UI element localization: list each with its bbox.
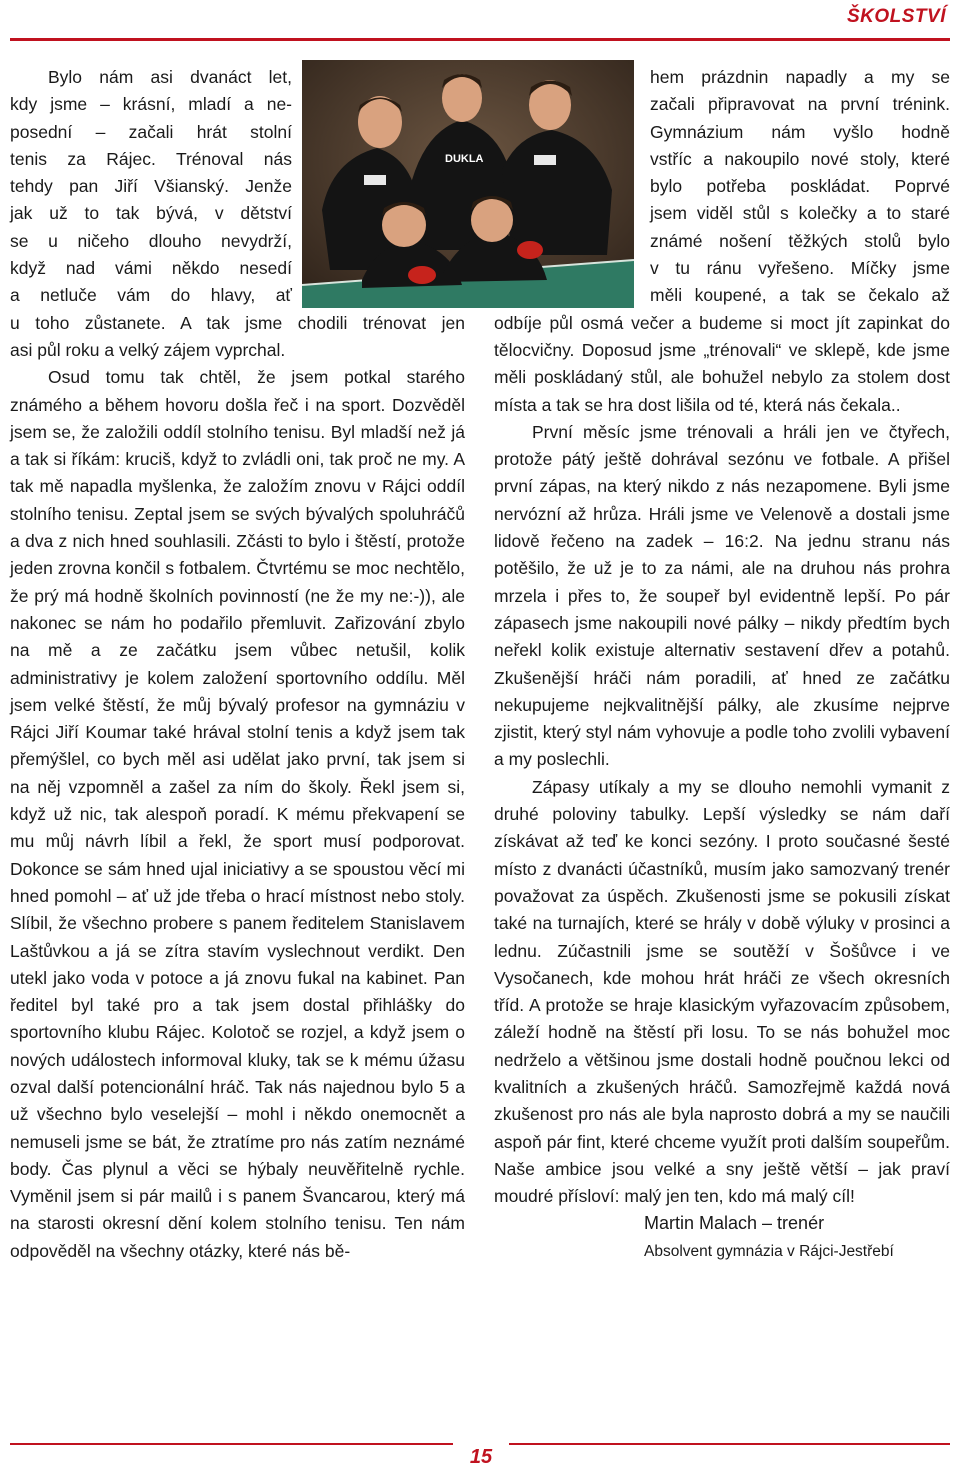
- body-paragraph: odbíje půl osmá večer a budeme si moct jít zapinkat do tělocvičny. Doposud jsme „trénovali“ ve sklepě, kde jsme měli poskládaný stůl, ale bohužel nebylo za stolem dost místa a tak se hra dost lišila od té, která nás čekala..: [494, 312, 950, 415]
- author-affiliation: Absolvent gymnázia v Rájci-Jestřebí: [644, 1242, 894, 1260]
- text-line: hem prázdnin napadly a my se: [650, 67, 950, 87]
- section-title: ŠKOLSTVÍ: [846, 6, 946, 27]
- continued-paragraph: [494, 64, 950, 310]
- author-name: Martin Malach – trenér: [644, 1213, 825, 1234]
- text-line: a netluče vám do hlavy, ať: [10, 285, 292, 306]
- text-line: Gymnázium nám vyšlo hodně: [650, 121, 950, 142]
- body-paragraph: První měsíc jsme trénovali a hráli jen ve čtyřech, protože pátý ještě dohrával sezónu ve fotbale. A přišel první zápas, na který nikdo z nás nezapomene. Byli jsme nervózní až hrůza. Hráli jsme ve Velenově a dostali jsme lidově řečeno na zadek – 16:2. Na jednu stranu nás potěšilo, že už je to za námi, ale na druhou nás prohra mrzela i přes to, že soupeř byl evidentně lepší. Po pár zápasech jsme nakoupili nové pálky – nikdy předtím bych neřekl kolik existuje alternativ sestavení dřev a potahů. Zkušenější hráči nám poradili, ať hned ze začátku nekupujeme nejkvalitnější pálky, ale zkusíme nejprve zjistit, který styl nám vyhovuje a podle toho zvolili vybavení a my poslechli.: [494, 421, 950, 770]
- text-line: jak už to tak bývá, v dětství: [10, 203, 292, 224]
- body-paragraph: Osud tomu tak chtěl, že jsem potkal starého známého a během hovoru došla řeč i na sport. Dozvěděl jsem se, že založili oddíl stolního tenisu. Byl mladší než já a tak si říkám: kruciš, když to zvládli oni, tak proč ne my. A tak mě napadla myšlenka, že založím znovu v Rájci oddíl stolního tenisu. Zeptal jsem se svých bývalých spoluhráčů a dva z nich hned souhlasili. Zčásti to bylo i štěstí, protože jeden zrovna končil s fotbalem. Čtvrtému se moc nechtělo, že prý má hodně školních povinností (ne že my ne:-)), ale nakonec se nám ho podařilo přemluvit. Zařizování zbylo na mě a ze začátku jsem vůbec netušil, kolik administrativy je kolem založení sportovního oddílu. Měl jsem velké štěstí, že můj bývalý profesor na gymnáziu v Rájci Jiří Koumar také hrával stolní tenis a když jsem tak přemýšlel, co bych měl asi udělat jako první, tak jsem si na něj vzpomněl a zašel za ním do školy. Řekl jsem si, když už nic, tak alespoň poradí. K mému překvapení se mu můj návrh líbil a řekl, že sport musí podporovat. Dokonce se sám hned ujal iniciativy a se spoustou věcí mi hned pomohl – ať už jde třeba o hrací místnost nebo stoly. Slíbil, že všechno probere s panem ředitelem Stanislavem Laštůvkou a já se zítra stavím vyslechnout verdikt. Den utekl jako voda v potoce a já znovu fukal na kabinet. Pan ředitel byl také pro a tak jsem dostal přihlášky do sportovního klubu Rájec. Kolotoč se rozjel, a když jsem o nových událostech informoval kluky, tak se k mému úžasu ozval další potencionální hráč. Tak nás najednou bylo 5 a už všechno bylo veselejší – mohl i někdo onemocnět a nemuseli jsme se bát, že ztratíme pro nás zatím neznámé body. Čas plynul a věci se hýbaly neuvěřitelně rychle. Vyměnil jsem si pár mailů i s panem Švancarou, který má na starosti okresní dění kolem stolního tenisu. Ten nám odpověděl na všechny otázky, které nás bě-: [10, 367, 465, 1261]
- body-paragraph: Zápasy utíkaly a my se dlouho nemohli vymanit z druhé poloviny tabulky. Lepší výsledky se nám daří získávat až teď ke konci sezóny. I proto současné šesté místo z dvanácti účastníků, musím jako samozvaný trenér považovat za úspěch. Zkušenosti jsme se pokusili získat také na turnajích, které se hrály v době výluky v prosinci a lednu. Zúčastnili jsme se soutěží v Šošůvce i ve Vysočanech, kde mohou hrát hráči ze všech okresních tříd. A protože se hraje klasickým vyřazovacím způsobem, záleží hodně na štěstí při losu. To se nás bohužel moc nedrželo a většinou jsme dostali hodně poučnou lekci od kvalitních a zkušených hráčů. Samozřejmě každá nová zkušenost pro nás ale byla naprosto dobrá a my se naučili aspoň pár fint, které chceme využít proti dalším soupeřům. Naše ambice jsou velké a sny ještě větší – jak praví moudré přísloví: malý jen ten, kdo má malý cíl!: [494, 776, 950, 1207]
- text-line: asi půl roku a velký zájem vyprchal.: [10, 339, 286, 360]
- right-column: [494, 64, 950, 1265]
- text-line: bylo potřeba poskládat. Poprvé: [650, 176, 950, 197]
- shirt-logo-text: DUKLA: [445, 153, 484, 165]
- text-line: v tu ránu vyřešeno. Míčky jsme: [650, 258, 950, 279]
- text-line: začali připravovat na první trénink.: [650, 94, 950, 115]
- text-line: jsem viděl stůl s kolečky a to staré: [650, 203, 950, 224]
- text-line: tenis za Rájec. Trénoval nás: [10, 148, 292, 169]
- text-line: když nad vámi někdo nesedí: [10, 258, 292, 279]
- text-line: se u ničeho dlouho nevydrží,: [10, 230, 292, 251]
- intro-paragraph: [10, 64, 465, 364]
- text-line: posední – začali hrát stolní: [10, 121, 292, 142]
- header-rule: [10, 38, 950, 41]
- text-line: známé nošení těžkých stolů bylo: [650, 230, 950, 251]
- text-line: Bylo nám asi dvanáct let,: [48, 67, 292, 87]
- text-line: vstříc a nakoupilo nové stoly, které: [650, 148, 950, 169]
- left-column: [10, 64, 465, 1265]
- text-line: tehdy pan Jiří Všianský. Jenže: [10, 176, 292, 197]
- page-number: 15: [469, 1446, 493, 1468]
- text-line: měli koupené, a tak se čekalo až: [650, 285, 950, 306]
- text-line: kdy jsme – krásní, mladí a ne-: [10, 94, 292, 115]
- text-line: u toho zůstanete. A tak jsme chodili trénovat jen: [10, 312, 465, 333]
